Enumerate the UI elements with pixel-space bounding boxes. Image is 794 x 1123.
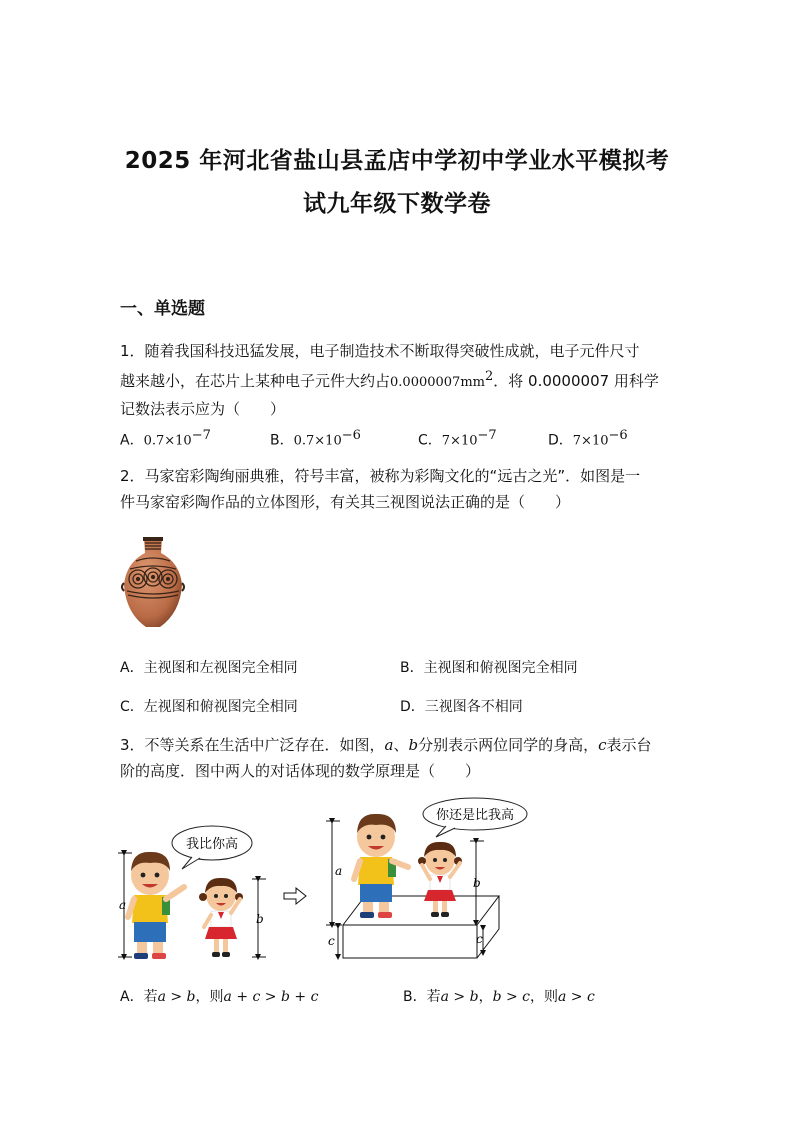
q2-option-a[interactable]: A．主视图和左视图完全相同 xyxy=(120,660,298,676)
option-exp: −7 xyxy=(477,428,497,443)
q1-line1: 1．随着我国科技迅猛发展，电子制造技术不断取得突破性成就，电子元件尺寸 xyxy=(120,342,640,360)
option-math: a > c xyxy=(558,989,595,1005)
q1-line2-text: 越来越小，在芯片上某种电子元件大约占 xyxy=(120,372,391,390)
question-2 xyxy=(120,463,680,515)
option-label: B． xyxy=(270,432,294,449)
page-title-line1: 2025 年河北省盐山县孟店中学初中学业水平模拟考 xyxy=(124,148,670,174)
q2-line2: 件马家窑彩陶作品的立体图形，有关其三视图说法正确的是（ ） xyxy=(120,493,571,511)
q2-option-c[interactable]: C．左视图和俯视图完全相同 xyxy=(120,699,298,715)
left-scene xyxy=(118,826,266,959)
vase-image xyxy=(118,535,188,630)
option-text: ，则 xyxy=(530,989,558,1005)
q3-var-c: c xyxy=(598,736,607,754)
q3-illustration xyxy=(110,795,540,970)
q2-option-b[interactable]: B．主视图和俯视图完全相同 xyxy=(400,660,578,676)
q3-sep: 、 xyxy=(393,736,409,754)
option-math: a + c > b + c xyxy=(223,989,319,1005)
transition-arrow-icon xyxy=(284,888,306,904)
q3-var-a: a xyxy=(384,736,394,754)
section-heading: 一、单选题 xyxy=(120,299,205,319)
label-c-right: c xyxy=(476,932,483,946)
q1-option-c[interactable] xyxy=(418,428,497,450)
option-text: B．若 xyxy=(403,989,441,1005)
option-text: ， xyxy=(478,989,493,1005)
bubble-right-text: 你还是比我高 xyxy=(435,808,515,823)
girl-figure-right xyxy=(418,842,462,917)
option-math: a > b xyxy=(157,989,196,1005)
option-label: D． xyxy=(548,432,573,449)
right-scene xyxy=(326,798,527,958)
option-text: ，则 xyxy=(195,989,224,1005)
option-exp: −6 xyxy=(341,428,361,443)
question-1 xyxy=(120,338,680,422)
boy-figure-right xyxy=(354,814,408,918)
option-label: A． xyxy=(120,432,144,449)
page-title-line2: 试九年级下数学卷 xyxy=(303,191,491,217)
option-math: a > b xyxy=(440,989,479,1005)
option-math: b > c xyxy=(492,989,530,1005)
option-value: 7×10 xyxy=(572,433,609,449)
q1-line2 xyxy=(120,364,680,396)
q3-text-a: 3．不等关系在生活中广泛存在．如图， xyxy=(120,736,385,754)
question-3 xyxy=(120,732,680,784)
q2-line1: 2．马家窑彩陶绚丽典雅，符号丰富，被称为彩陶文化的“远古之光”．如图是一 xyxy=(120,467,641,485)
label-b-left: b xyxy=(256,912,264,926)
option-label: C． xyxy=(418,432,442,449)
q1-option-a[interactable] xyxy=(120,428,211,450)
q3-text-c: 表示台 xyxy=(606,736,652,754)
q1-line2-tail: ．将 0.0000007 用科学 xyxy=(493,372,659,390)
girl-figure-left xyxy=(199,878,243,957)
option-value: 7×10 xyxy=(441,433,478,449)
q1-math: 0.0000007mm xyxy=(390,375,485,390)
bubble-left-text: 我比你高 xyxy=(185,837,239,852)
q1-line3: 记数法表示应为（ ） xyxy=(120,400,286,418)
label-a-left: a xyxy=(119,898,127,912)
label-a-right: a xyxy=(335,864,343,878)
option-exp: −7 xyxy=(191,428,211,443)
option-value: 0.7×10 xyxy=(293,433,342,449)
q1-math-sup: 2 xyxy=(484,369,494,384)
q3-option-b[interactable] xyxy=(403,986,595,1006)
label-c-left: c xyxy=(328,934,335,948)
q3-option-a[interactable] xyxy=(120,986,318,1006)
boy-figure-left xyxy=(128,852,184,959)
option-exp: −6 xyxy=(608,428,628,443)
q3-line2: 阶的高度．图中两人的对话体现的数学原理是（ ） xyxy=(120,762,481,780)
q3-line1 xyxy=(120,732,680,758)
option-value: 0.7×10 xyxy=(143,433,192,449)
option-text: A．若 xyxy=(120,989,158,1005)
label-b-right: b xyxy=(473,876,481,890)
q3-text-b: 分别表示两位同学的身高， xyxy=(418,736,599,754)
q1-option-b[interactable] xyxy=(270,428,361,450)
q3-var-b: b xyxy=(408,736,419,754)
q1-option-d[interactable] xyxy=(548,428,628,450)
q2-option-d[interactable]: D．三视图各不相同 xyxy=(400,699,523,715)
